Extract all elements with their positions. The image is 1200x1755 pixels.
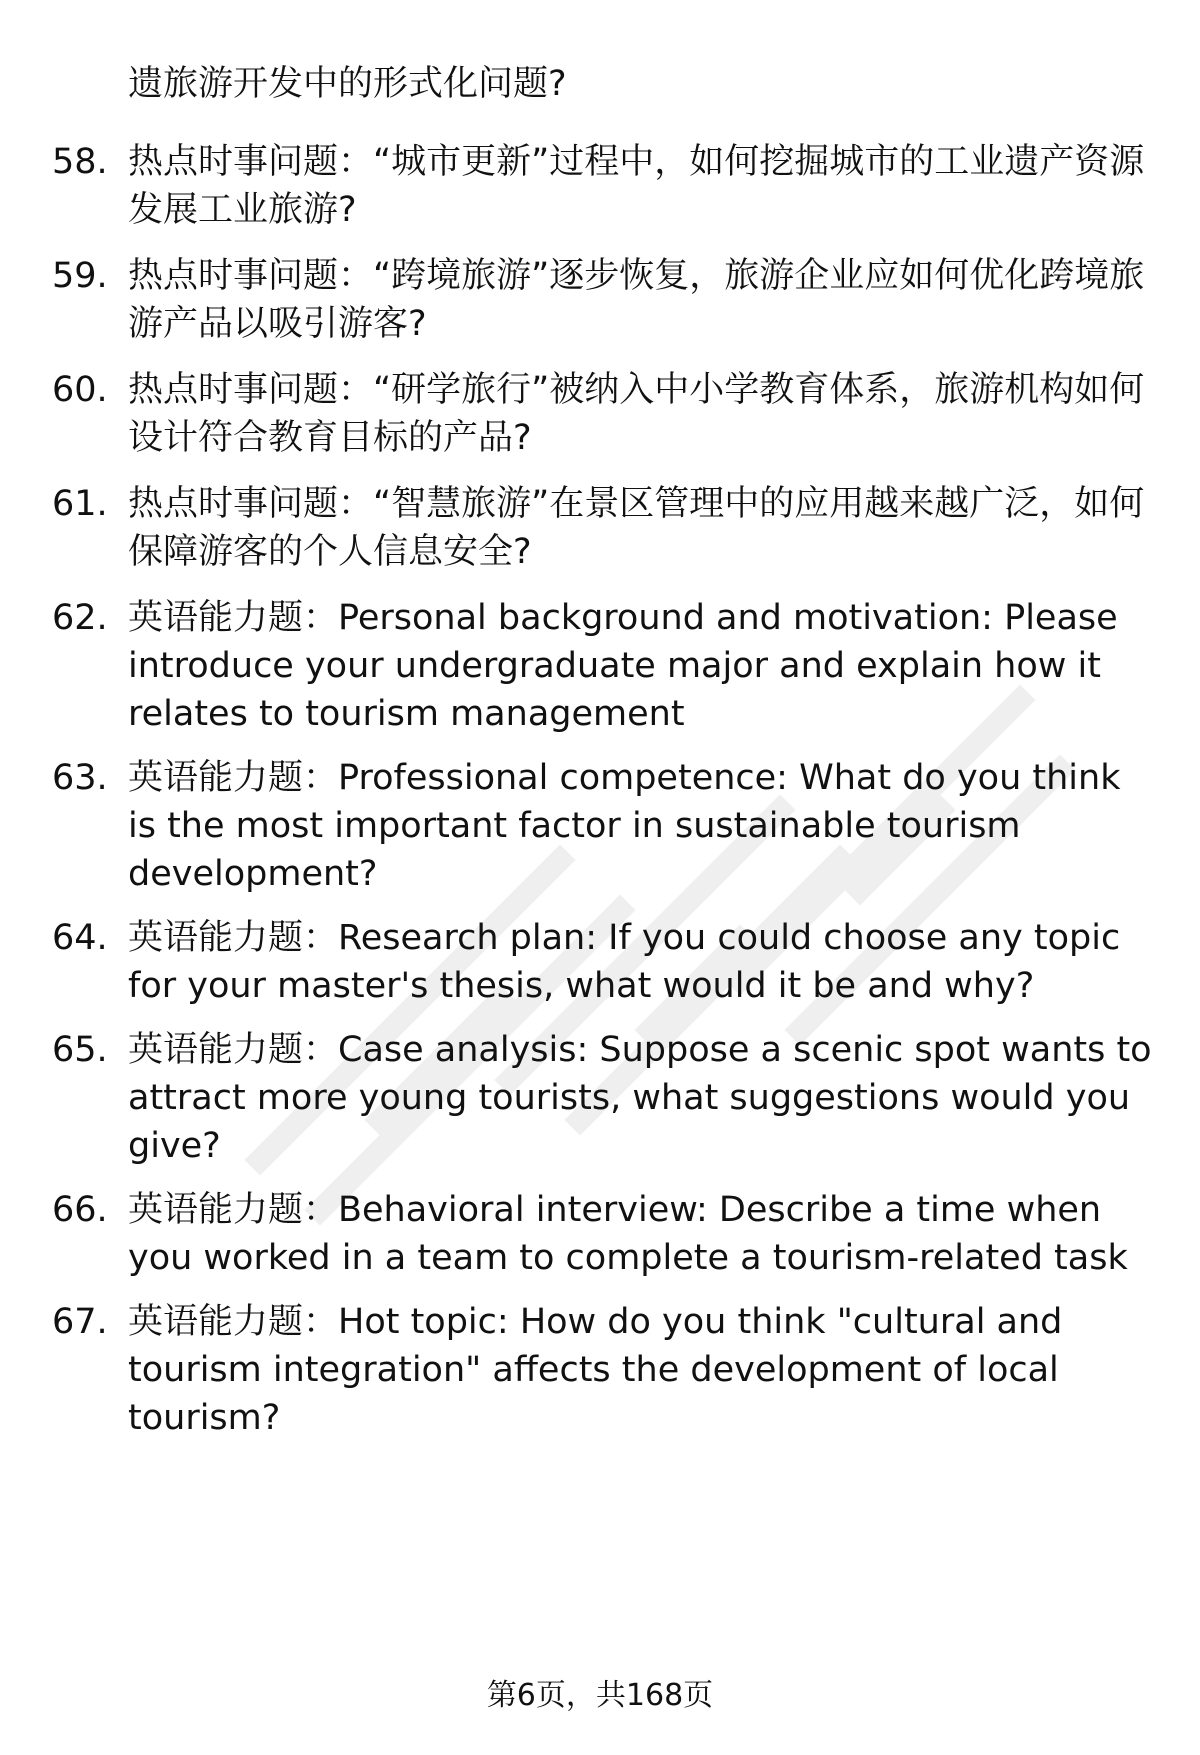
page-number: 第6页，共168页 [486,1678,714,1713]
question-number: 58. [52,142,108,182]
question-text: 英语能力题：Research plan: If you could choose any topic for your master's thesis, what would it be and why? [128,918,1121,1006]
question-text: 英语能力题：Case analysis: Suppose a scenic spot wants to attract more young tourists, what suggestions would you give? [128,1030,1152,1166]
list-item [0,1026,1200,1170]
question-number: 67. [52,1302,108,1342]
question-text: 英语能力题：Behavioral interview: Describe a time when you worked in a team to complete a tourism-related task [128,1190,1128,1278]
list-item [0,1186,1200,1282]
list-item [0,480,1200,576]
list-item [0,366,1200,462]
question-text: 热点时事问题：“跨境旅游”逐步恢复，旅游企业应如何优化跨境旅游产品以吸引游客? [128,256,1145,344]
question-number: 60. [52,370,108,410]
question-number: 61. [52,484,108,524]
question-number: 59. [52,256,108,296]
question-text: 热点时事问题：“研学旅行”被纳入中小学教育体系，旅游机构如何设计符合教育目标的产品? [128,370,1145,458]
question-list [0,138,1200,1458]
question-text: 英语能力题：Hot topic: How do you think "cultural and tourism integration" affects the development of local tourism? [128,1302,1063,1438]
list-item [0,754,1200,898]
question-number: 62. [52,598,108,638]
question-text: 热点时事问题：“智慧旅游”在景区管理中的应用越来越广泛，如何保障游客的个人信息安全? [128,484,1145,572]
list-item [0,1298,1200,1442]
question-number: 64. [52,918,108,958]
list-item [0,594,1200,738]
question-text: 热点时事问题：“城市更新”过程中，如何挖掘城市的工业遗产资源发展工业旅游? [128,142,1145,230]
question-number: 66. [52,1190,108,1230]
question-text: 英语能力题：Personal background and motivation: Please introduce your undergraduate major and explain how it relates to tourism management [128,598,1118,734]
question-text: 英语能力题：Professional competence: What do you think is the most important factor in sustainable tourism development? [128,758,1121,894]
list-item [0,914,1200,1010]
question-number: 63. [52,758,108,798]
question-number: 65. [52,1030,108,1070]
list-item [0,138,1200,234]
continuation-text: 遗旅游开发中的形式化问题? [128,64,567,104]
list-item [0,252,1200,348]
